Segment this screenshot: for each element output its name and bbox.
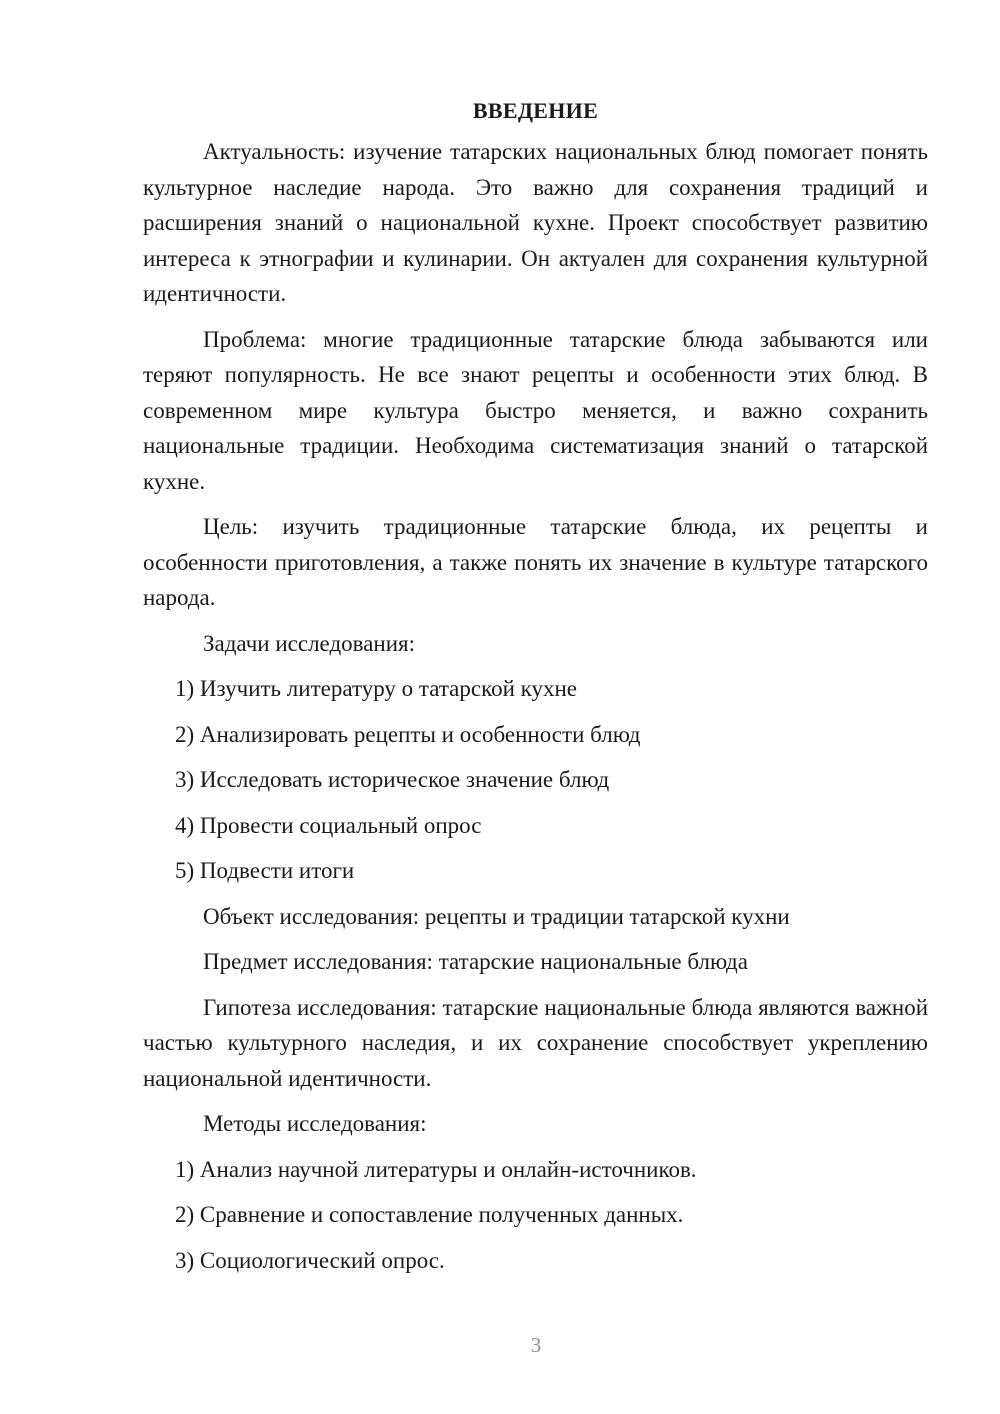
tasks-list — [143, 671, 928, 889]
hypothesis-paragraph: Гипотеза исследования: татарские национальные блюда являются важной частью культурного наследия, и их сохранение способствует укреплению национальной идентичности. — [143, 994, 928, 1091]
goal-paragraph: Цель: изучить традиционные татарские блюда, их рецепты и особенности приготовления, а также понять их значение в культуре татарского народа. — [143, 514, 928, 610]
tasks-heading: Задачи исследования: — [203, 630, 416, 656]
list-item: 5) Подвести итоги — [175, 858, 355, 883]
list-item: 2) Анализировать рецепты и особенности блюд — [175, 721, 641, 747]
list-item: 3) Социологический опрос. — [175, 1247, 445, 1273]
page-content — [143, 96, 928, 1288]
section-title: ВВЕДЕНИЕ — [472, 98, 599, 123]
methods-heading: Методы исследования: — [203, 1111, 427, 1136]
methods-list — [143, 1152, 928, 1279]
page-number: 3 — [530, 1333, 542, 1357]
relevance-paragraph: Актуальность: изучение татарских национальных блюд помогает понять культурное наследие народа. Это важно для сохранения традиций и расширения знаний о национальной кухне. Проект способствует развитию интереса к этнографии и кулинарии. Он актуален для сохранения культурной идентичности. — [143, 139, 928, 306]
list-item: 2) Сравнение и сопоставление полученных данных. — [175, 1202, 684, 1227]
subject-paragraph: Предмет исследования: татарские национальные блюда — [203, 949, 748, 974]
list-item: 1) Анализ научной литературы и онлайн-источников. — [175, 1156, 697, 1182]
problem-paragraph: Проблема: многие традиционные татарские блюда забываются или теряют популярность. Не все знают рецепты и особенности этих блюд. В современном мире культура быстро меняется, и важно сохранить национальные традиции. Необходима систематизация знаний о татарской кухне. — [143, 326, 928, 494]
list-item: 1) Изучить литературу о татарской кухне — [175, 676, 578, 701]
object-paragraph: Объект исследования: рецепты и традиции татарской кухни — [203, 903, 790, 929]
list-item: 3) Исследовать историческое значение блюд — [175, 767, 610, 792]
list-item: 4) Провести социальный опрос — [175, 812, 482, 838]
